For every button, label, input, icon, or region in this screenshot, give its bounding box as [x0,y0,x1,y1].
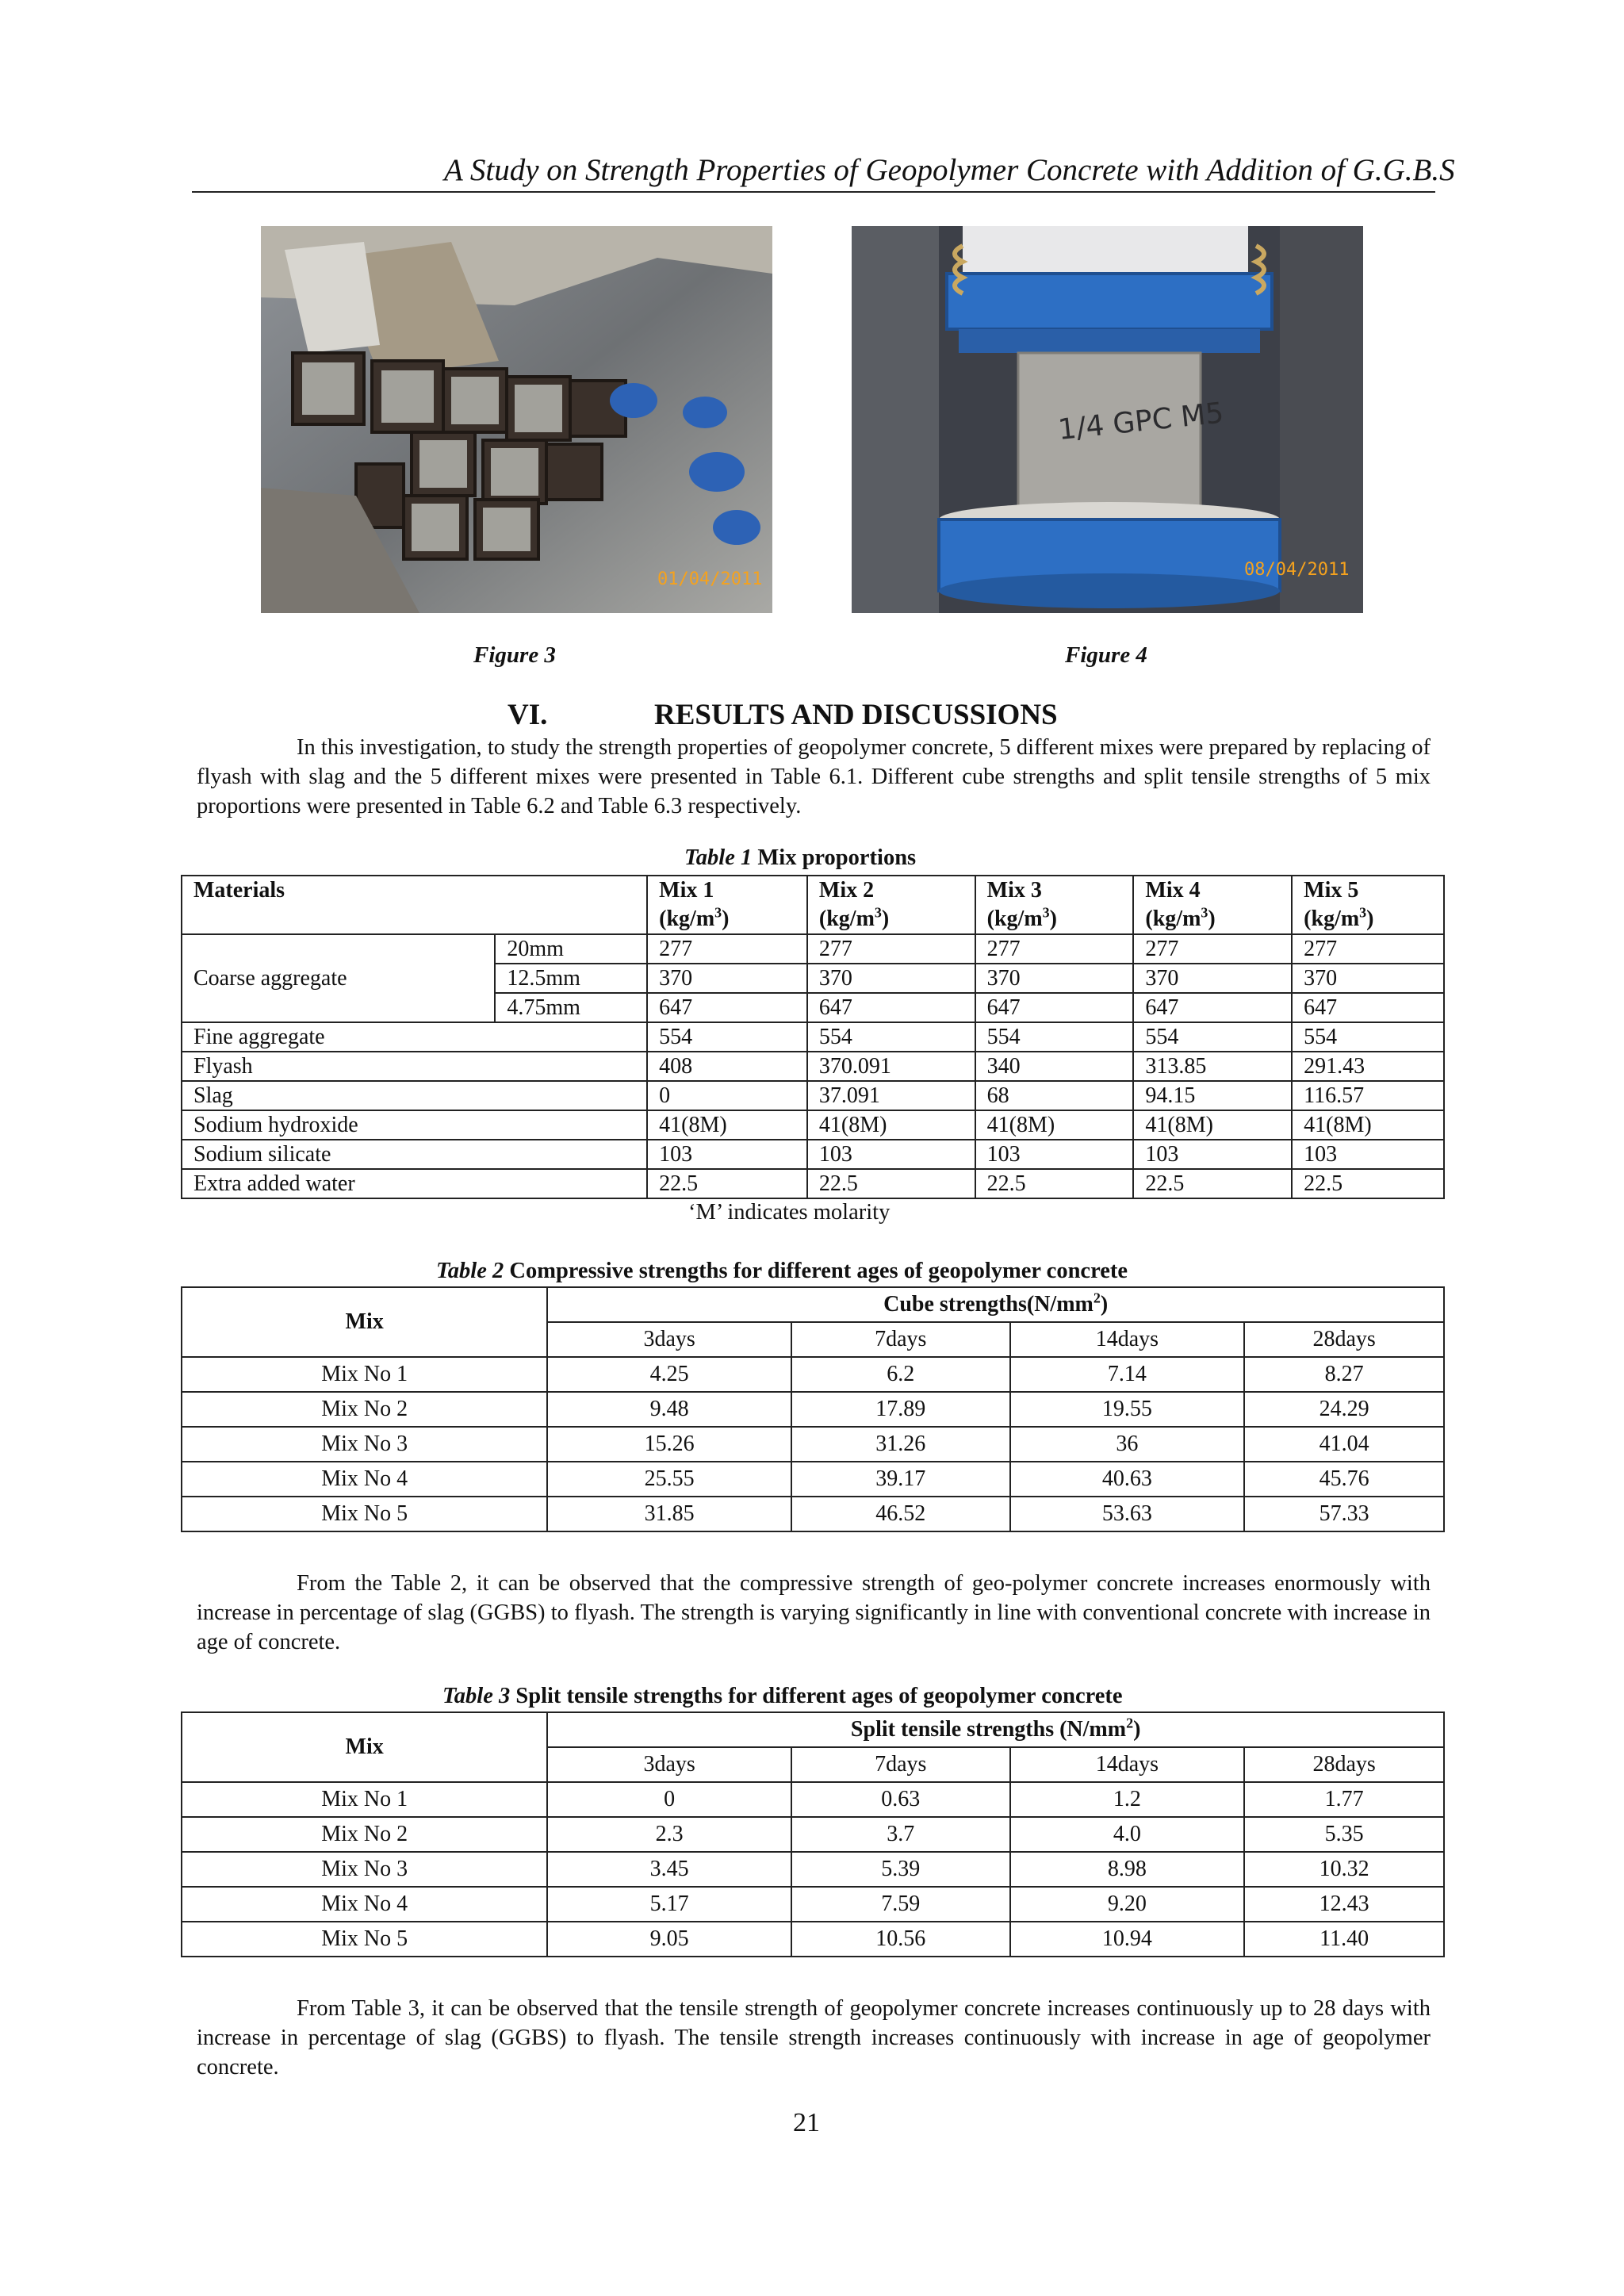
figure-4-caption: Figure 4 [1065,642,1147,668]
materials-header: Materials [182,876,647,934]
table-2-header-row [182,1287,1444,1322]
page-number: 21 [793,2108,820,2137]
table-2-age-row: 3days 7days 14days 28days [182,1322,1444,1357]
header-rule [192,191,1435,193]
table-1-caption: Table 1 Mix proportions [684,845,917,870]
section-title: RESULTS AND DISCUSSIONS [654,699,1058,731]
table-1-header-row [182,876,1444,934]
table-row: Mix No 2 9.48 17.89 19.55 24.29 [182,1392,1444,1427]
figure-4-date-stamp: 08/04/2011 [1244,560,1350,580]
table-row: Extra added water 22.5 22.5 22.5 22.5 22.5 [182,1169,1444,1198]
table-row: Fine aggregate 554 554 554 554 554 [182,1022,1444,1052]
table-row: Mix No 3 3.45 5.39 8.98 10.32 [182,1852,1444,1887]
table-3-caption: Table 3 Split tensile strengths for different ages of geopolymer concrete [442,1684,1123,1708]
cube-strengths-header: Cube $strengths(N/mm^2)$ [547,1287,1444,1322]
split-tensile-header: Split tensile strengths $(N/mm^2)$ [547,1712,1444,1747]
mix-1-header: Mix 1 $(kg/m^3)$ [647,876,807,934]
table-row: Sodium silicate 103 103 103 103 103 [182,1140,1444,1169]
table-row: 4.75mm 647 647 647 647 647 [182,993,1444,1022]
table-row: Coarse aggregate 20mm 277 277 277 277 277 [182,934,1444,964]
mix-header: Mix [182,1712,547,1782]
table-3-age-row: 3days 7days 14days 28days [182,1747,1444,1782]
section-number: VI. [508,699,548,731]
tensile-discussion-paragraph: From Table 3, it can be observed that the tensile strength of geopolymer concrete increases continuously up to 28 days with increase in percentage of slag (GGBS) to flyash. The tensile strength increases continuously with increase in age of geopolymer concrete. [197,1996,1431,2079]
table-row: Mix No 1 0 0.63 1.2 1.77 [182,1782,1444,1817]
figure-3-date-stamp: 01/04/2011 [657,569,763,589]
coarse-aggregate-label: Coarse aggregate [182,934,495,1022]
figure-4-photo [852,226,1363,613]
figure-4-cube-label: 1/4 GPC M5 [1056,397,1226,447]
table-row: Flyash 408 370.091 340 313.85 291.43 [182,1052,1444,1081]
table-row: 12.5mm 370 370 370 370 370 [182,964,1444,993]
table-3-split-tensile-strengths [181,1711,1445,1957]
table-row: Mix No 2 2.3 3.7 4.0 5.35 [182,1817,1444,1852]
compressive-discussion-paragraph: From the Table 2, it can be observed that the compressive strength of geo-polymer concrete increases enormously with increase in percentage of slag (GGBS) to flyash. The strength is varying significantly in line with conventional concrete with increase in age of concrete. [197,1571,1431,1654]
mix-4-header: Mix 4 $(kg/m^3)$ [1133,876,1292,934]
intro-paragraph: In this investigation, to study the strength properties of geopolymer concrete, 5 different mixes were prepared by replacing of flyash with slag and the 5 different mixes were presented in Table 6.1. Different cube strengths and split tensile strengths of 5 mix proportions were presented in Table 6.2 and Table 6.3 respectively. [197,735,1431,818]
table-row: Slag 0 37.091 68 94.15 116.57 [182,1081,1444,1110]
running-header: A Study on Strength Properties of Geopolymer Concrete with Addition of G.G.B.S [444,153,1455,187]
table-row: Mix No 4 25.55 39.17 40.63 45.76 [182,1462,1444,1497]
mix-header: Mix [182,1287,547,1357]
table-1-mix-proportions [181,875,1445,1199]
table-row: Mix No 5 31.85 46.52 53.63 57.33 [182,1497,1444,1531]
mix-5-header: Mix 5 $(kg/m^3)$ [1292,876,1444,934]
table-row: Mix No 3 15.26 31.26 36 41.04 [182,1427,1444,1462]
section-heading [508,698,1058,732]
mix-3-header: Mix 3 $(kg/m^3)$ [975,876,1134,934]
table-row: Mix No 4 5.17 7.59 9.20 12.43 [182,1887,1444,1922]
figure-3-caption: Figure 3 [473,642,556,668]
table-row: Sodium hydroxide 41(8M) 41(8M) 41(8M) 41(8M) 41(8M) [182,1110,1444,1140]
table-2-caption: Table 2 Compressive strengths for different ages of geopolymer concrete [436,1259,1128,1283]
mix-2-header: Mix 2 $(kg/m^3)$ [807,876,975,934]
figure-3-photo [261,226,772,613]
table-2-compressive-strengths [181,1286,1445,1532]
table-3-header-row [182,1712,1444,1747]
table-row: Mix No 1 4.25 6.2 7.14 8.27 [182,1357,1444,1392]
table-row: Mix No 5 9.05 10.56 10.94 11.40 [182,1922,1444,1957]
molarity-note: ‘M’ indicates molarity [688,1200,891,1225]
